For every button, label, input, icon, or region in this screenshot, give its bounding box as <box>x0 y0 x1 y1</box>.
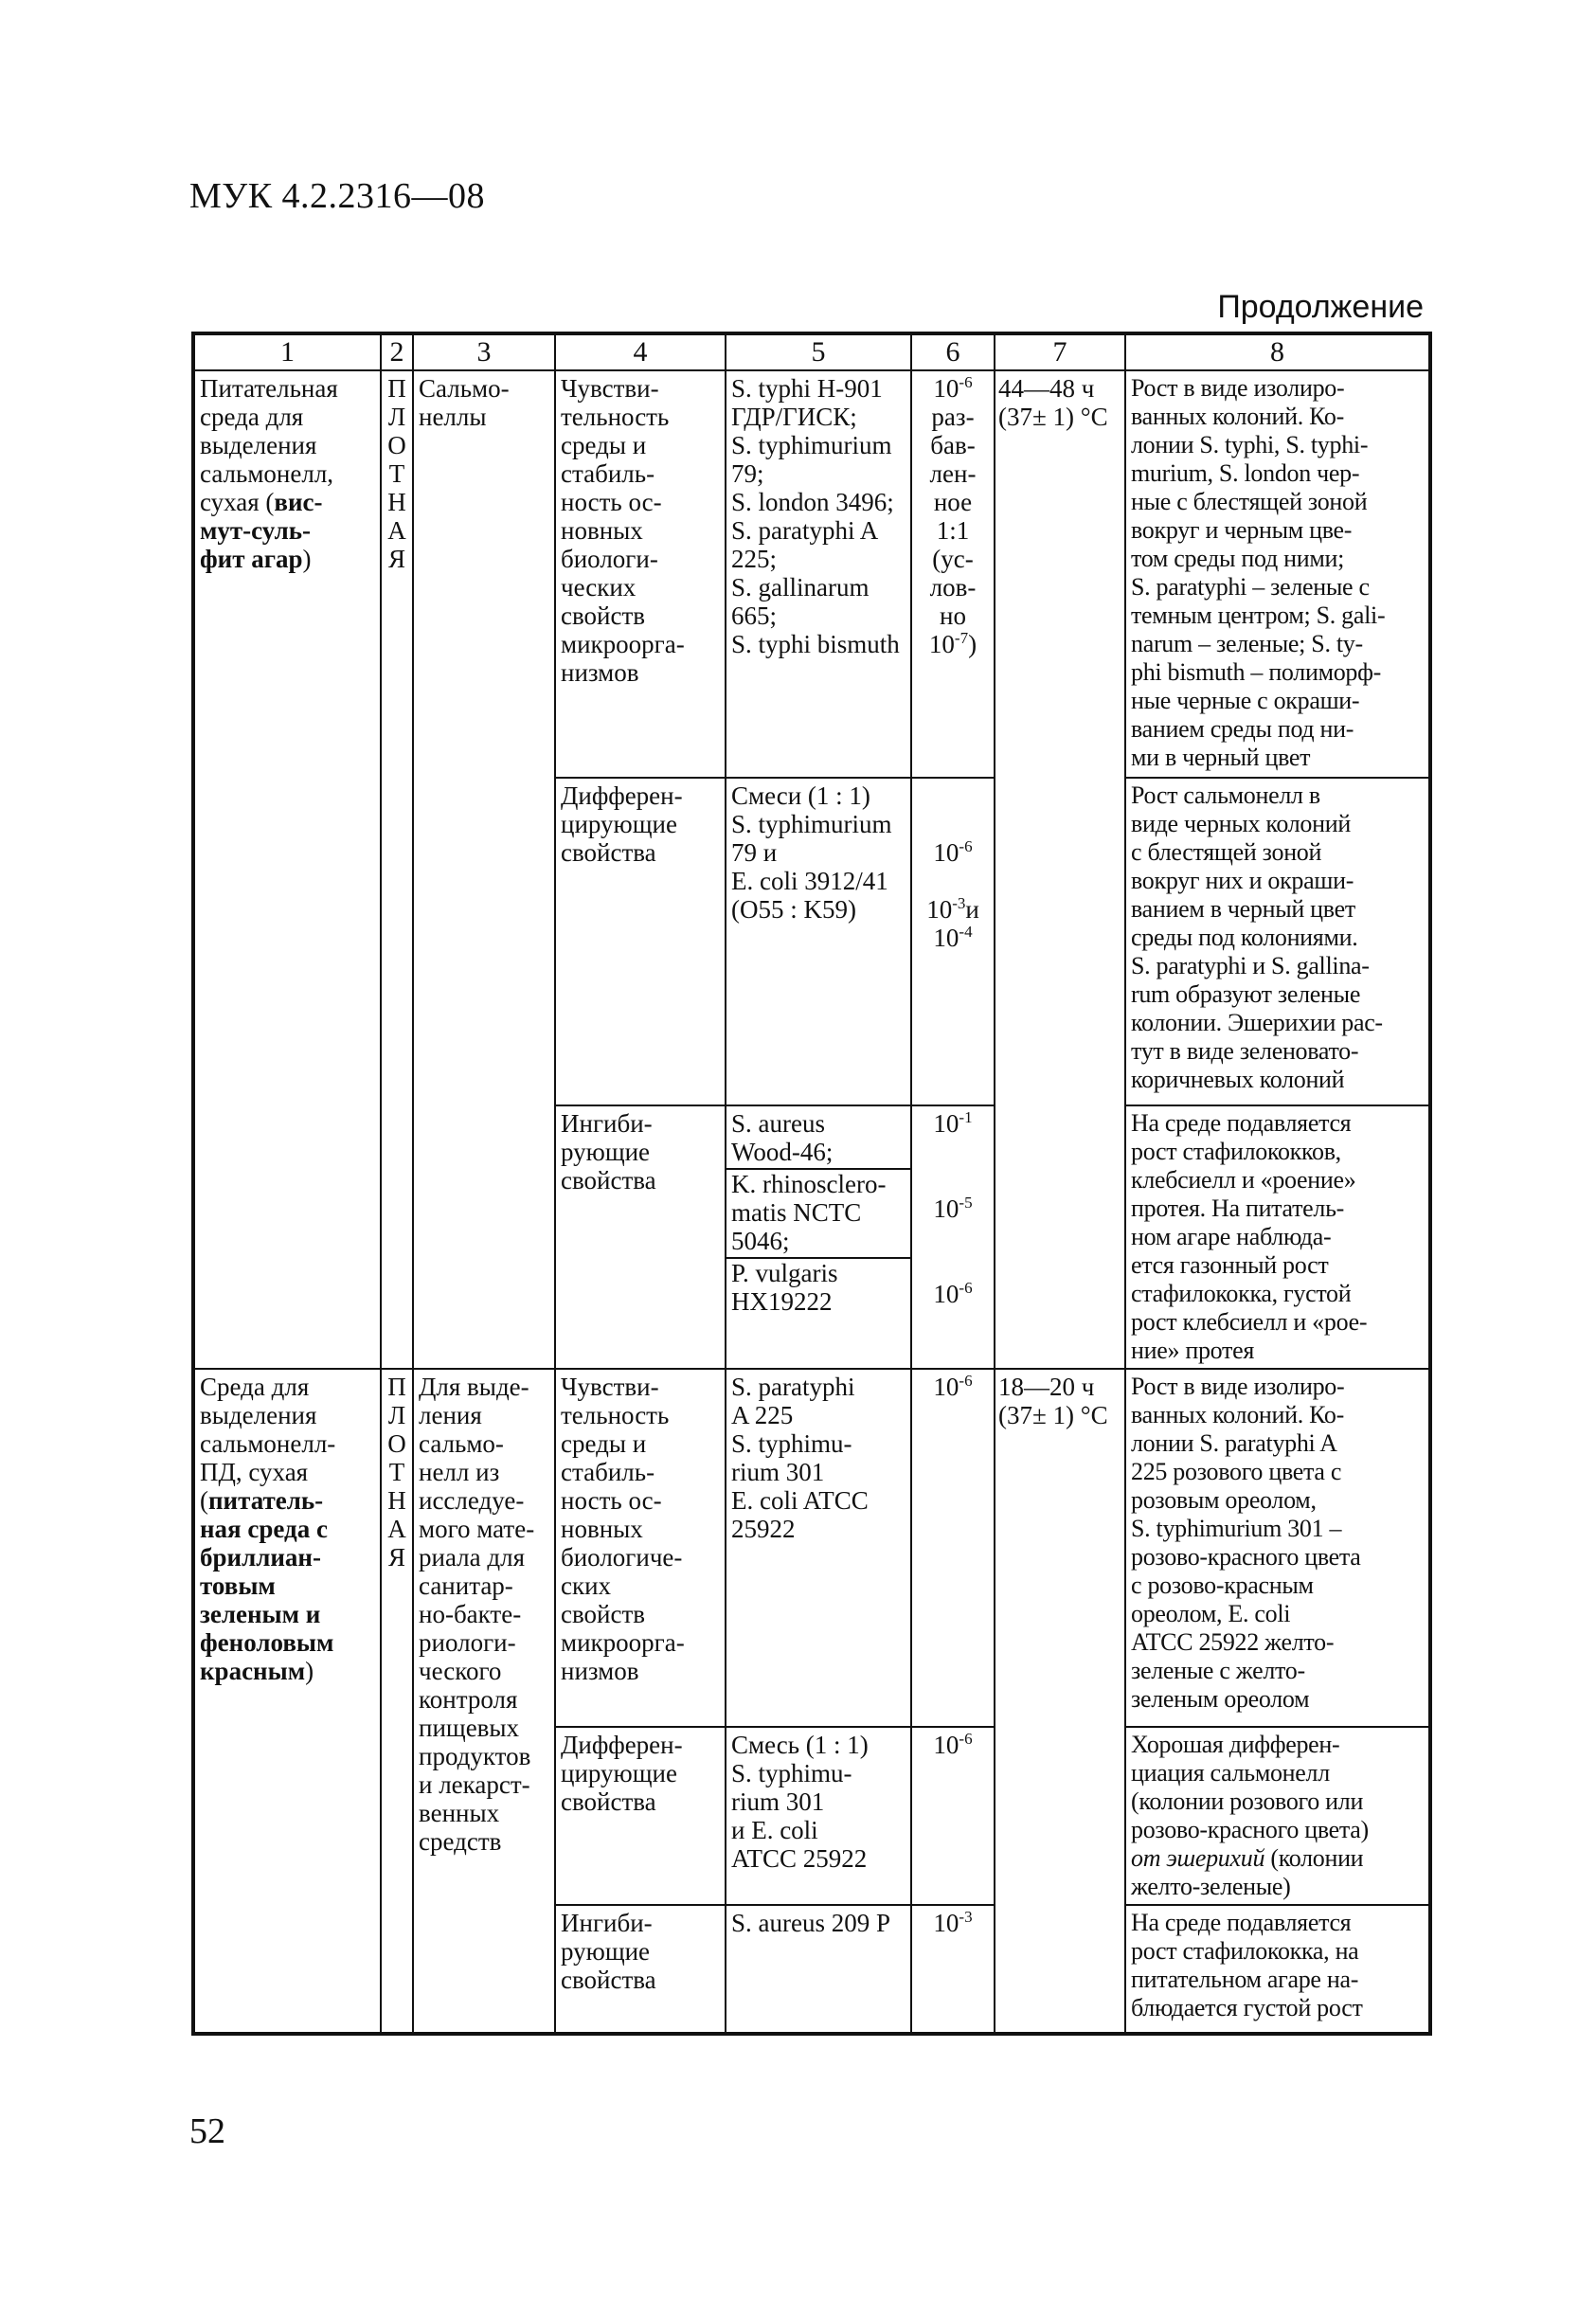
dose-cell: $10^{-6}$ <box>911 1727 995 1905</box>
strain-cell: S. typhi H-901 ГДР/ГИСК; S. typhimurium 79; S. london 3496; S. paratyphi A 225; S. gallinarum 665; S. typhi bismuth <box>726 370 911 778</box>
column-number-row <box>193 333 1430 370</box>
incubation-cell: 44—48 ч (37± 1) °С <box>995 370 1125 1369</box>
strain-cell: S. aureus 209 P <box>726 1905 911 2034</box>
result-cell: Рост в виде изолиро- ванных колоний. Ко- лонии S. typhi, S. typhi- murium, S. london чер- ные с блестящей зоной вокруг и черным цве- том среды под ними; S. paratyphi – зеленые с темным центром; S. gali- narum – зеленые; S. ty- phi bismuth – полиморф- ные черные с окраши- ванием среды под ни- ми в черный цвет <box>1125 370 1430 778</box>
result-cell: Рост в виде изолиро- ванных колоний. Ко- лонии S. paratyphi A 225 розового цвета с розовым ореолом, S. typhimurium 301 – розово-красного цвета с розово-красным ореолом, E. coli ATCC 25922 желто- зеленые с желто- зеленым ореолом <box>1125 1369 1430 1727</box>
purpose-cell: Сальмо- неллы <box>413 370 555 1369</box>
property-cell: Дифферен- цирующие свойства <box>555 1727 726 1905</box>
page-number: 52 <box>189 2111 225 2151</box>
document-code: МУК 4.2.2316—08 <box>189 176 486 216</box>
result-cell: На среде подавляется рост стафилококка, на питательном агаре на- блюдается густой рост <box>1125 1905 1430 2034</box>
col-number: 4 <box>555 333 726 370</box>
dose-cell: $10^{-3}$ <box>911 1905 995 2034</box>
col-number: 6 <box>911 333 995 370</box>
property-cell: Ингиби- рующие свойства <box>555 1905 726 2034</box>
incubation-cell: 18—20 ч (37± 1) °С <box>995 1369 1125 2034</box>
property-cell: Чувстви- тельность среды и стабиль- ность ос- новных биологиче- ских свойств микроорга- низмов <box>555 1369 726 1727</box>
property-cell: Чувстви- тельность среды и стабиль- ность ос- новных биологи- ческих свойств микроорга- низмов <box>555 370 726 778</box>
medium-name-cell: Питательная среда для выделения сальмонелл, сухая (вис- мут-суль- фит агар) <box>193 370 381 1369</box>
result-cell: Рост сальмонелл в виде черных колоний с блестящей зоной вокруг них и окраши- ванием в черный цвет среды под колониями. S. paratyphi и S. gallina- rum образуют зеленые колонии. Эшерихии рас- тут в виде зеленовато- коричневых колоний <box>1125 778 1430 1105</box>
form-cell: П Л О Т Н А Я <box>381 1369 413 2034</box>
media-table <box>191 332 1432 2036</box>
strain-cell: Смесь (1 : 1) S. typhimu- rium 301 и E. coli ATCC 25922 <box>726 1727 911 1905</box>
medium-name-cell: Среда для выделения сальмонелл- ПД, сухая (питатель- ная среда с бриллиан- товым зеленым и феноловым красным) <box>193 1369 381 2034</box>
table-row <box>193 370 1430 778</box>
result-cell: На среде подавляется рост стафилококков, клебсиелл и «роение» протея. На питатель- ном агаре наблюда- ется газонный рост стафилококка, густой рост клебсиелл и «рое- ние» протея <box>1125 1105 1430 1369</box>
continuation-label: Продолжение <box>1217 289 1424 325</box>
col-number: 8 <box>1125 333 1430 370</box>
dose-cell: $10^{-6}$ <box>911 1369 995 1727</box>
table-row <box>193 1369 1430 1727</box>
dose-cell: $10^{-1}$ $10^{-5}$ $10^{-6}$ <box>911 1105 995 1369</box>
italic-phrase: от эшерихий <box>1131 1844 1265 1872</box>
col-number: 7 <box>995 333 1125 370</box>
medium-name-bold: вис- мут-суль- фит агар <box>200 488 323 573</box>
dose-cell: $10^{-6}$ раз- бав- лен- ное 1:1 (ус- лов- но $10^{-7}$) <box>911 370 995 778</box>
purpose-cell: Для выде- ления сальмо- нелл из исследуе- мого мате- риала для санитар- но-бакте- риологи- ческого контроля пищевых продуктов и лекарст- венных средств <box>413 1369 555 2034</box>
medium-name-bold: питатель- ная среда с бриллиан- товым зеленым и феноловым красным <box>200 1486 334 1685</box>
col-number: 3 <box>413 333 555 370</box>
form-cell: П Л О Т Н А Я <box>381 370 413 1369</box>
result-cell: Хорошая дифферен- циация сальмонелл (колонии розового или розово-красного цвета) от эшерихий (колонии желто-зеленые) <box>1125 1727 1430 1905</box>
dose-cell: $10^{-6}$ $10^{-3}и$ $10^{-4}$ <box>911 778 995 1105</box>
property-cell: Ингиби- рующие свойства <box>555 1105 726 1369</box>
property-cell: Дифферен- цирующие свойства <box>555 778 726 1105</box>
col-number: 1 <box>193 333 381 370</box>
col-number: 2 <box>381 333 413 370</box>
strain-cell: S. aureus Wood-46; K. rhinosclero- matis NCTC 5046; P. vulgaris HX19222 <box>726 1105 911 1369</box>
col-number: 5 <box>726 333 911 370</box>
strain-cell: Смеси (1 : 1) S. typhimurium 79 и E. coli 3912/41 (O55 : K59) <box>726 778 911 1105</box>
strain-cell: S. paratyphi A 225 S. typhimu- rium 301 E. coli ATCC 25922 <box>726 1369 911 1727</box>
